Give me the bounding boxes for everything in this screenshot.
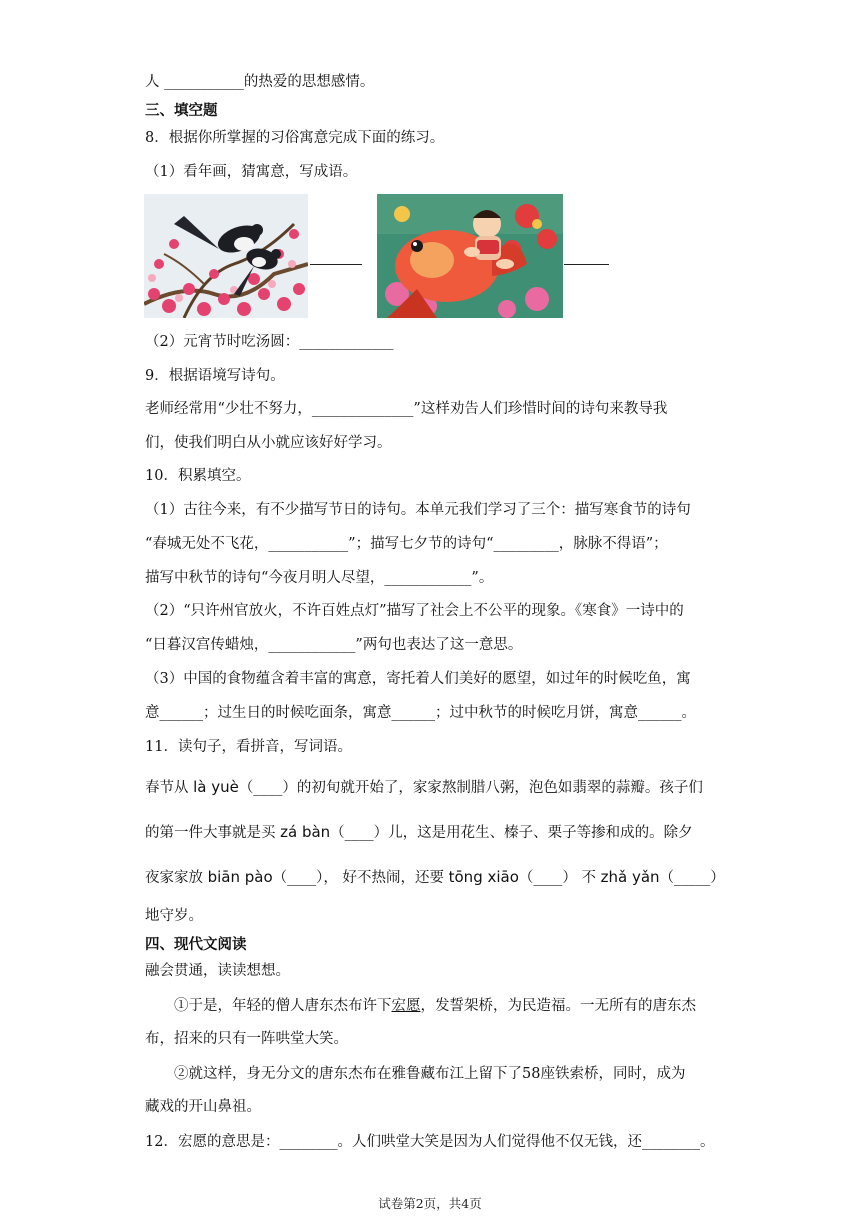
section-heading-4: 四、现代文阅读 [145,937,247,953]
question-11-sentence: 地守岁。 [145,908,203,924]
question-8-2: （2）元宵节时吃汤圆：_____________ [145,334,394,350]
question-12: 12．宏愿的意思是：________。人们哄堂大笑是因为人们觉得他不仅无钱，还________。 [145,1134,715,1150]
pinyin: là yuè [193,778,239,796]
page-footer: 试卷第2页，共4页 [378,1196,482,1211]
passage-paragraph-1: ①于是，年轻的僧人唐东杰布许下宏愿，发誓架桥，为民造福。一无所有的唐东杰 [174,998,696,1014]
question-10-2: “日暮汉宫传蜡烛，____________”两句也表达了这一意思。 [145,637,523,653]
answer-blank-1[interactable] [310,264,362,265]
pinyin: zhǎ yǎn [600,868,660,886]
section-heading-3: 三、填空题 [145,103,218,119]
child-with-carp-image [377,194,563,318]
question-8: 8．根据你所掌握的习俗寓意完成下面的练习。 [145,130,445,146]
passage-paragraph-2: ②就这样，身无分文的唐东杰布在雅鲁藏布江上留下了58座铁索桥，同时，成为 [174,1066,686,1082]
pinyin: tōng xiāo [448,868,519,886]
question-11-sentence: 的第一件大事就是买 zá bàn（____）儿，这是用花生、榛子、栗子等掺和成的。除夕 [145,823,693,841]
text-line: 人 ___________的热爱的思想感情。 [145,74,375,90]
reading-intro: 融会贯通，读读想想。 [145,963,290,979]
pinyin: biān pào [207,868,273,886]
pinyin: zá bàn [280,823,331,841]
question-11: 11．读句子，看拼音，写词语。 [145,739,352,755]
question-9: 9．根据语境写诗句。 [145,368,285,384]
passage-paragraph-1: 布，招来的只有一阵哄堂大笑。 [145,1031,348,1047]
question-10-1: “春城无处不飞花，___________”；描写七夕节的诗句“_________，脉脉不得语”； [145,536,668,552]
magpie-plum-blossom-image [144,194,308,318]
question-9-text: 老师经常用“少壮不努力，______________”这样劝告人们珍惜时间的诗句来教导我 [145,401,668,417]
underlined-word: 宏愿 [391,998,421,1014]
question-10-3: （3）中国的食物蕴含着丰富的寓意，寄托着人们美好的愿望，如过年的时候吃鱼，寓 [145,671,691,687]
question-10-3: 意______；过生日的时候吃面条，寓意______；过中秋节的时候吃月饼，寓意______。 [145,705,696,721]
question-11-sentence: 夜家家放 biān pào（____）， 好不热闹，还要 tōng xiāo（____） 不 zhǎ yǎn（_____） [145,868,725,886]
question-10: 10．积累填空。 [145,468,251,484]
question-11-sentence: 春节从 là yuè（____）的初旬就开始了，家家熬制腊八粥，泡色如翡翠的蒜瓣。孩子们 [145,778,703,796]
question-10-1: （1）古往今来，有不少描写节日的诗句。本单元我们学习了三个：描写寒食节的诗句 [145,502,691,518]
question-9-text: 们，使我们明白从小就应该好好学习。 [145,435,392,451]
answer-blank-2[interactable] [564,264,609,265]
question-10-2: （2）“只许州官放火，不许百姓点灯”描写了社会上不公平的现象。《寒食》一诗中的 [145,603,684,619]
passage-paragraph-2: 藏戏的开山鼻祖。 [145,1099,261,1115]
question-10-1: 描写中秋节的诗句“今夜月明人尽望，____________”。 [145,570,494,586]
question-8-1: （1）看年画，猜寓意，写成语。 [145,164,358,180]
